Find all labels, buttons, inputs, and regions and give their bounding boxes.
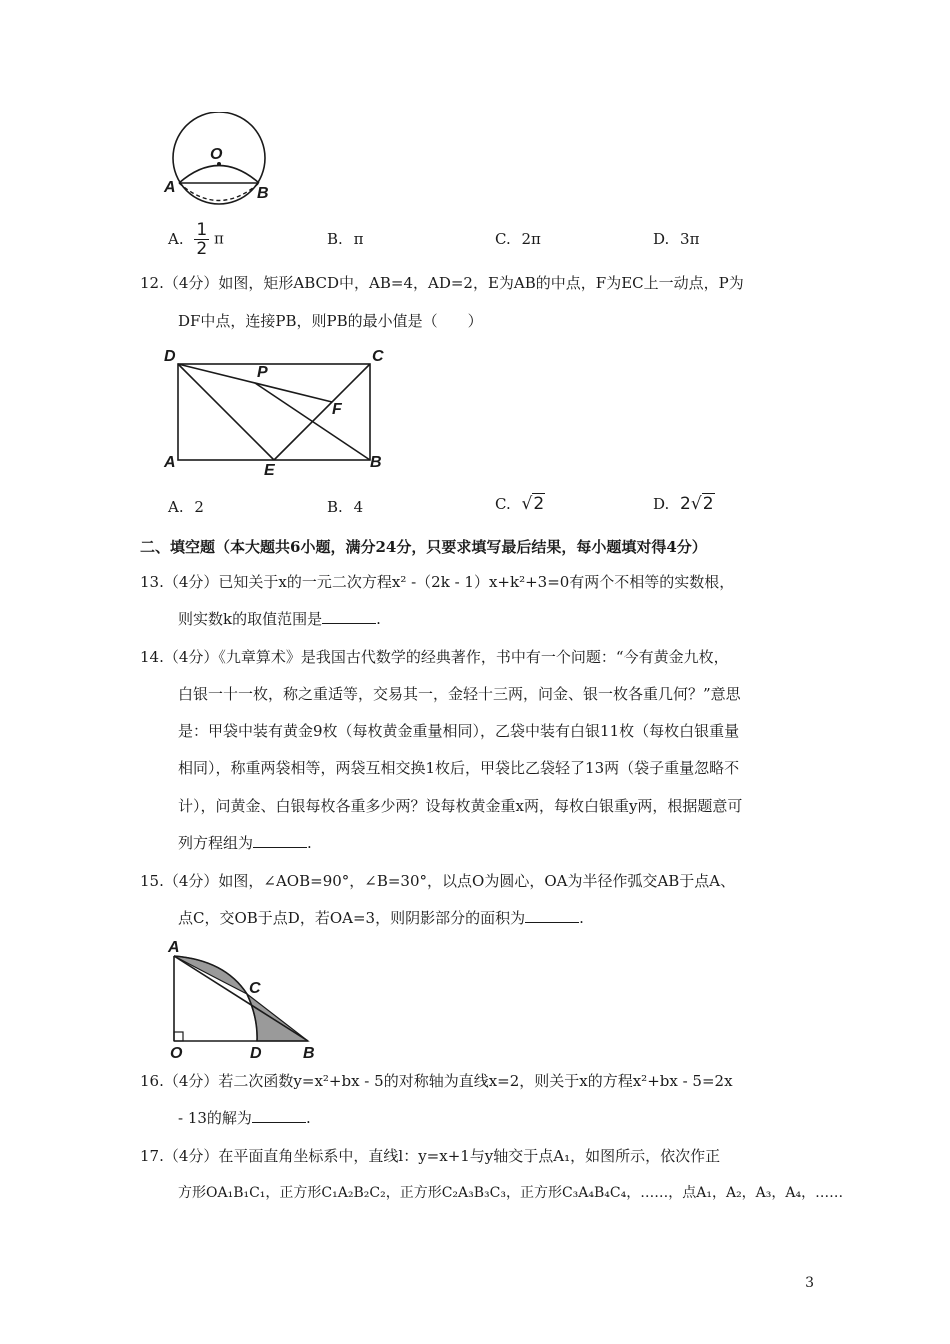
q16-period: . — [305, 1109, 311, 1127]
q12-option-c-sqrt: √2 — [521, 494, 545, 514]
q12-option-a — [168, 498, 204, 516]
q12-figure — [162, 344, 402, 479]
q12-label-b: B — [370, 454, 382, 471]
q14-period: . — [307, 834, 312, 852]
q11-arc-solid — [179, 166, 259, 184]
q15-shaded-region-upper — [174, 956, 247, 994]
q11-option-c-letter: C. — [495, 230, 511, 248]
q11-label-b: B — [257, 185, 269, 202]
q13-line1: 13.（4分）已知关于x的一元二次方程x² -（2k - 1）x+k²+3=0有两个不相等的实数根， — [140, 573, 735, 591]
q12-option-d-sqrt: 2√2 — [680, 494, 714, 514]
q11-label-a: A — [164, 179, 176, 196]
q11-option-a-fraction — [194, 221, 209, 258]
q15-label-a: A — [168, 940, 180, 956]
q12-option-c-letter: C. — [495, 495, 511, 513]
q11-option-d-letter: D. — [653, 230, 670, 248]
q12-label-a: A — [164, 454, 176, 471]
q17-line1: 17.（4分）在平面直角坐标系中，直线l：y=x+1与y轴交于点A₁，如图所示，依次作正 — [140, 1147, 721, 1165]
q15-label-o: O — [170, 1045, 183, 1060]
q14-line1: 14.（4分）《九章算术》是我国古代数学的经典著作，书中有一个问题：“今有黄金九枚， — [140, 648, 729, 666]
q12-option-b — [327, 498, 363, 516]
q11-option-a-unit: π — [214, 229, 224, 248]
q12-label-p: P — [257, 364, 268, 381]
q16-line2: - 13的解为 — [178, 1109, 252, 1127]
page-number: 3 — [805, 1275, 814, 1291]
q12-option-d-radicand: 2 — [702, 494, 714, 514]
q12-label-f: F — [332, 401, 342, 418]
q11-option-b — [327, 230, 363, 248]
q12-option-a-text: 2 — [194, 498, 204, 516]
q11-option-d-text: 3π — [680, 230, 700, 248]
q15-label-c: C — [249, 980, 261, 997]
q14-answer-blank — [253, 833, 307, 848]
q15-segment-ab — [174, 956, 308, 1041]
q12-line1: 12.（4分）如图，矩形ABCD中，AB=4，AD=2，E为AB的中点，F为EC上一动点，P为 — [140, 274, 744, 292]
q15-period: . — [579, 909, 584, 927]
q12-label-c: C — [372, 348, 384, 365]
q13-answer-blank — [322, 609, 376, 624]
q12-label-e: E — [264, 462, 275, 479]
q12-option-d-coef: 2 — [680, 494, 691, 514]
q12-line2: DF中点，连接PB，则PB的最小值是（ ） — [178, 312, 483, 330]
section-2-title: 二、填空题（本大题共6小题，满分24分，只要求填写最后结果，每小题填对得4分） — [140, 538, 707, 556]
q11-option-b-text: π — [353, 230, 364, 248]
q16-answer-blank — [252, 1108, 306, 1123]
q11-option-a-den: 2 — [196, 239, 208, 259]
q12-option-b-text: 4 — [353, 498, 364, 516]
q11-option-d — [653, 230, 699, 248]
q11-option-a — [168, 221, 224, 258]
q12-option-c-radicand: 2 — [533, 494, 545, 514]
q11-option-c-text: 2π — [521, 230, 541, 248]
q13-line2: 则实数k的取值范围是 — [178, 610, 323, 628]
q11-arc-dashed — [179, 183, 259, 201]
q15-line2-wrap — [178, 908, 584, 928]
q15-line1: 15.（4分）如图，∠AOB=90°，∠B=30°，以点O为圆心，OA为半径作弧交AB于点A、 — [140, 872, 736, 890]
q12-option-d — [653, 494, 715, 514]
q12-label-d: D — [164, 348, 176, 365]
q11-option-b-letter: B. — [327, 230, 343, 248]
q14-line2: 白银一十一枚，称之重适等，交易其一，金轻十三两，问金、银一枚各重几何？”意思 — [178, 685, 741, 703]
q15-figure — [160, 940, 330, 1060]
q12-option-b-letter: B. — [327, 498, 343, 516]
q14-line4: 相同），称重两袋相等，两袋互相交换1枚后，甲袋比乙袋轻了13两（袋子重量忽略不 — [178, 759, 740, 777]
q14-line5: 计），问黄金、白银每枚各重多少两？设每枚黄金重x两，每枚白银重y两，根据题意可 — [178, 797, 743, 815]
q11-option-a-num: 1 — [196, 220, 208, 240]
q16-line1: 16.（4分）若二次函数y=x²+bx - 5的对称轴为直线x=2，则关于x的方程x²+bx - 5=2x — [140, 1072, 733, 1090]
q16-line2-wrap — [178, 1108, 311, 1128]
q11-label-o: O — [210, 146, 223, 163]
q12-option-c — [495, 494, 545, 514]
q12-option-d-letter: D. — [653, 495, 670, 513]
q15-right-angle-mark — [174, 1032, 183, 1041]
q15-line2: 点C，交OB于点D，若OA=3，则阴影部分的面积为 — [178, 909, 526, 927]
q12-option-a-letter: A. — [168, 498, 184, 516]
q12-segment-pb — [255, 383, 370, 460]
q15-label-d: D — [250, 1045, 262, 1060]
q17-line2: 方形OA₁B₁C₁，正方形C₁A₂B₂C₂，正方形C₂A₃B₃C₃，正方形C₃A₄B₄C₄，……，点A₁，A₂，A₃，A₄，…… — [178, 1185, 844, 1201]
q12-segment-ec — [274, 364, 370, 460]
q11-option-a-letter: A. — [168, 229, 184, 248]
q14-line6: 列方程组为 — [178, 834, 254, 852]
q14-line3: 是：甲袋中装有黄金9枚（每枚黄金重量相同），乙袋中装有白银11枚（每枚白银重量 — [178, 722, 740, 740]
q13-line2-wrap — [178, 609, 381, 629]
q13-period: . — [376, 610, 381, 628]
q11-option-c — [495, 230, 541, 248]
q15-shaded-region-lower — [247, 994, 308, 1041]
q14-line6-wrap — [178, 833, 312, 853]
q15-label-b: B — [303, 1045, 315, 1060]
q11-figure — [160, 112, 290, 207]
q15-answer-blank — [525, 908, 579, 923]
